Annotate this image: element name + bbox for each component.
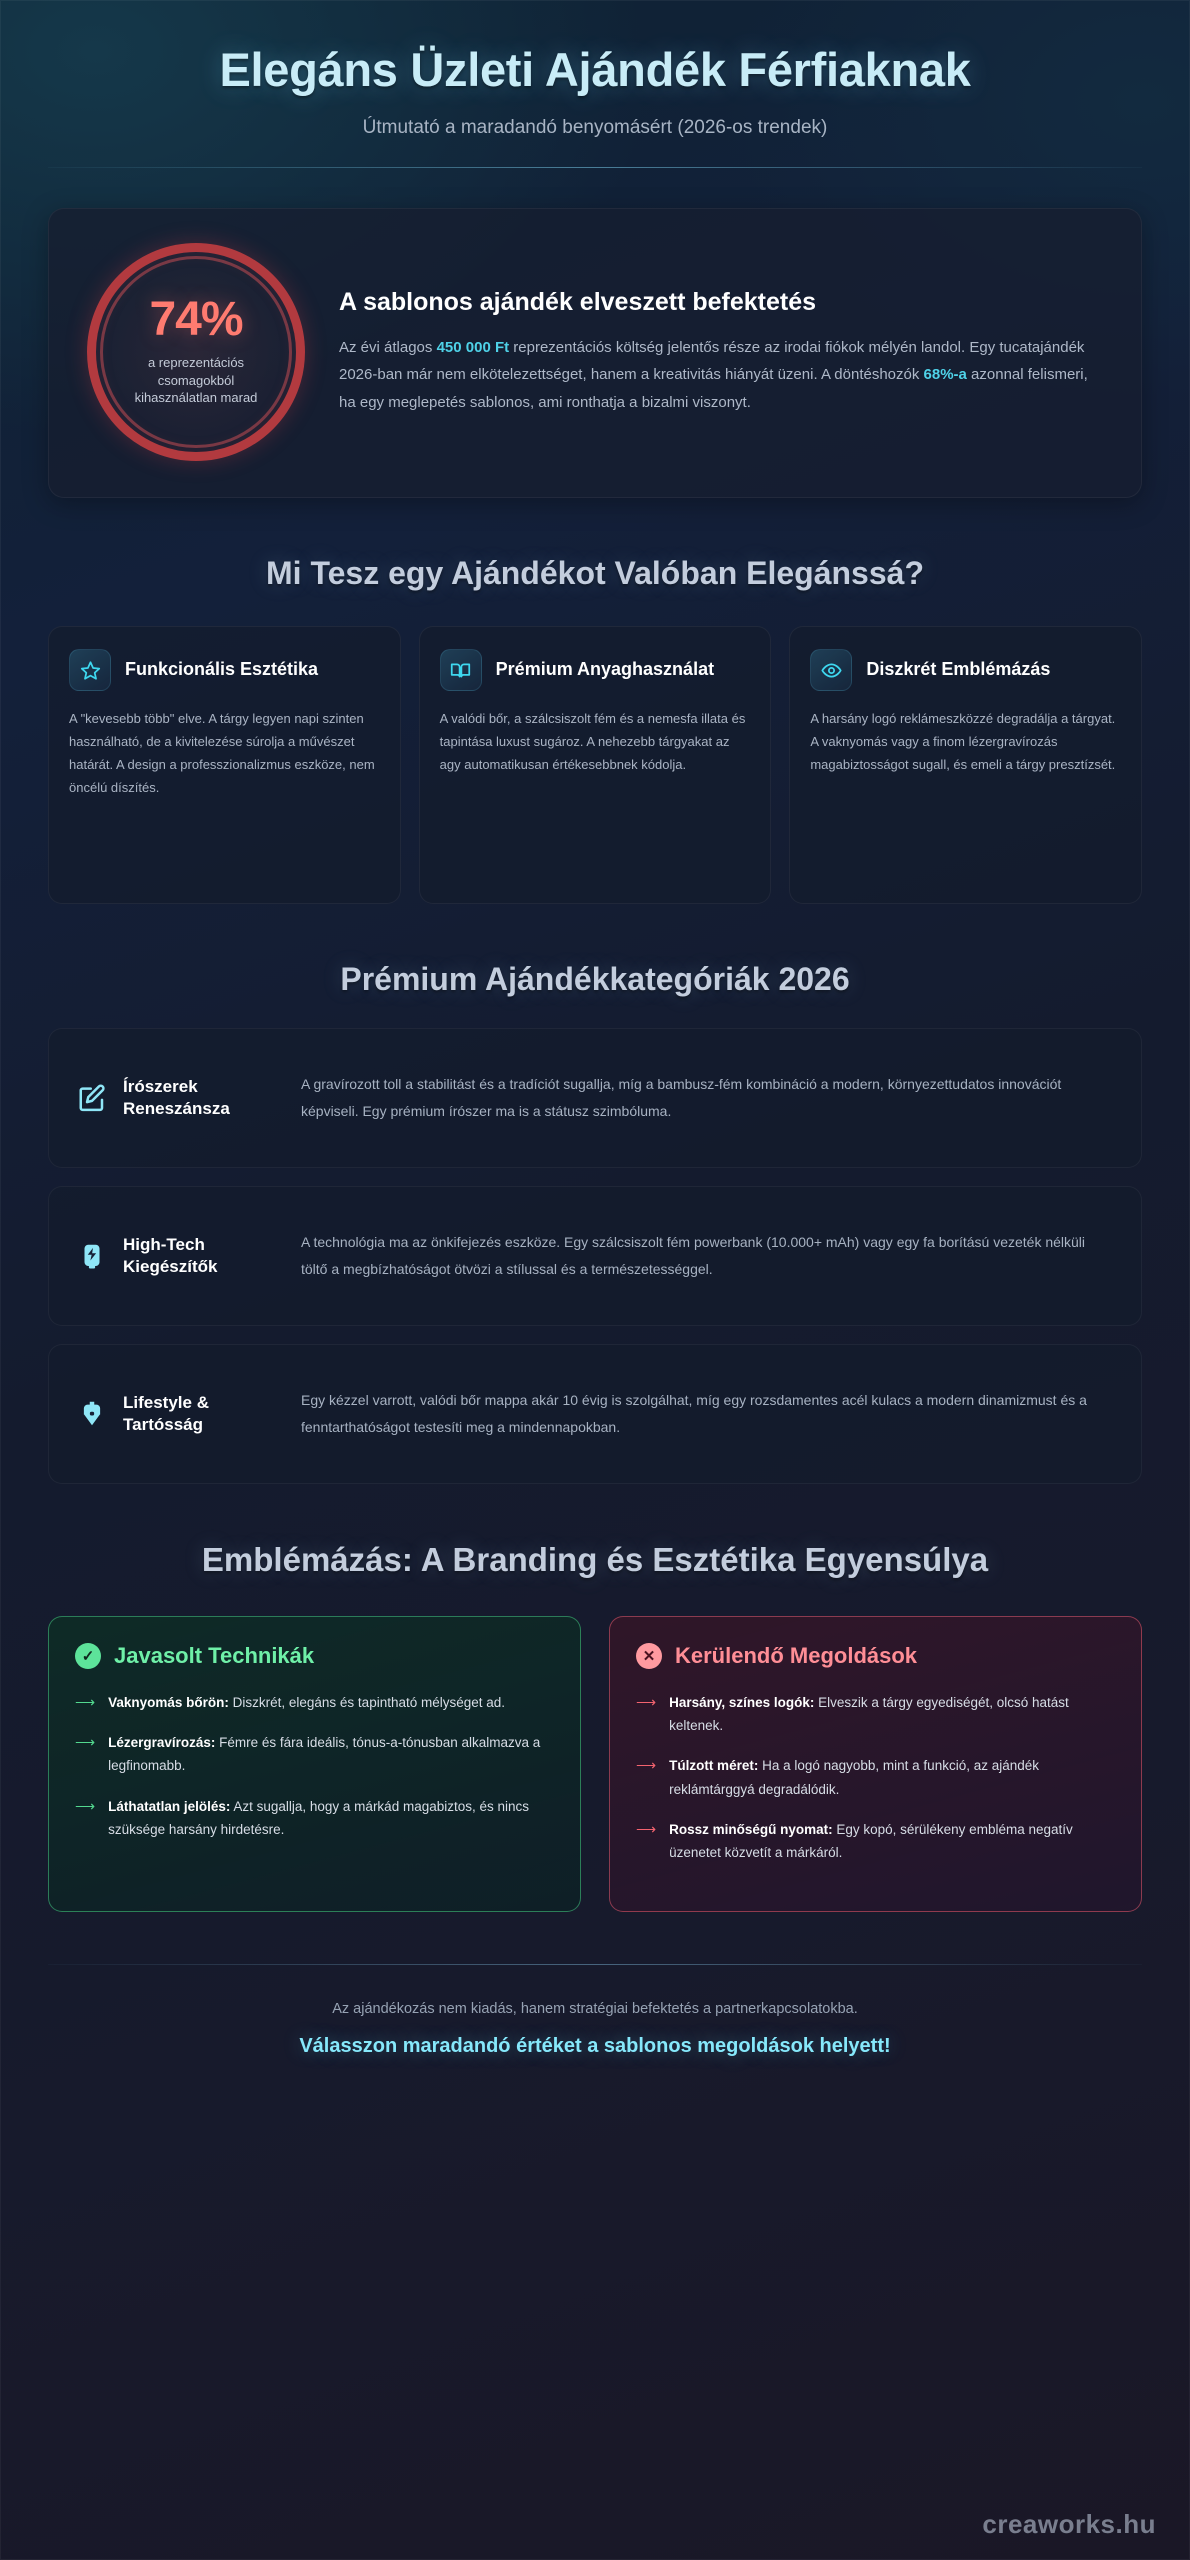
list-item-label: Vaknyomás bőrön: bbox=[108, 1695, 229, 1710]
elegance-card bbox=[789, 626, 1142, 904]
list-item-label: Harsány, színes logók: bbox=[669, 1695, 815, 1710]
section-heading-elegance: Mi Tesz egy Ajándékot Valóban Elegánssá? bbox=[266, 554, 924, 591]
category-left bbox=[77, 1234, 277, 1278]
list-item-text bbox=[108, 1691, 505, 1714]
card-text: A "kevesebb több" elve. A tárgy legyen napi szinten használható, de a kivitelezése súrolja a művészet határát. A design a professzionalizmus eszköze, nem öncélú díszítés. bbox=[69, 711, 375, 796]
eye-icon bbox=[810, 649, 852, 691]
footer bbox=[0, 1965, 1190, 2058]
list-item-label: Túlzott méret: bbox=[669, 1758, 759, 1774]
check-circle-icon: ✓ bbox=[75, 1643, 101, 1669]
stat-paragraph bbox=[339, 334, 1103, 416]
section-heading-categories: Prémium Ajándékkategóriák 2026 bbox=[340, 961, 850, 998]
stat-body bbox=[339, 287, 1103, 415]
list-item-body: Azt sugallja, hogy a márkád magabiztos, és nincs szüksége harsány hirdetésre. bbox=[108, 1798, 530, 1837]
good-bad-container bbox=[48, 1616, 1142, 1912]
elegance-card bbox=[419, 626, 772, 904]
card-title: Prémium Anyaghasználat bbox=[495, 659, 715, 680]
list-item-text bbox=[669, 1818, 1115, 1864]
list-item-text bbox=[108, 1731, 554, 1777]
avoid-solutions-box bbox=[609, 1616, 1142, 1912]
x-circle-icon: ✕ bbox=[636, 1643, 662, 1669]
backpack-icon bbox=[77, 1399, 107, 1429]
brand-watermark: creaworks.hu bbox=[982, 2509, 1156, 2539]
list-item bbox=[75, 1795, 554, 1841]
battery-icon bbox=[77, 1241, 107, 1271]
category-description: A technológia ma az önkifejezés eszköze. Egy szálcsiszolt fém powerbank (10.000+ mAh) vagy egy fa borítású vezeték nélküli töltő a megbízhatóságot ötvözi a stílussal és a természetességgel. bbox=[301, 1234, 1086, 1278]
list-item-label: Lézergravírozás: bbox=[108, 1735, 216, 1751]
category-row bbox=[48, 1344, 1142, 1484]
list-item-text bbox=[108, 1795, 554, 1841]
footer-line-1: Az ajándékozás nem kiadás, hanem stratégiai befektetés a partnerkapcsolatokba. bbox=[332, 2001, 858, 2018]
arrow-right-icon: ⟶ bbox=[636, 1694, 657, 1710]
category-name: High-Tech Kiegészítők bbox=[123, 1235, 218, 1277]
card-title: Diszkrét Emblémázás bbox=[866, 659, 1051, 680]
box-title: Javasolt Technikák bbox=[114, 1643, 315, 1668]
card-title: Funkcionális Esztétika bbox=[125, 659, 319, 680]
list-item bbox=[636, 1691, 1115, 1737]
box-header bbox=[75, 1643, 554, 1669]
stat-donut bbox=[87, 243, 305, 461]
category-row bbox=[48, 1186, 1142, 1326]
pen-square-icon bbox=[77, 1083, 107, 1113]
elegance-card bbox=[48, 626, 401, 904]
list-item bbox=[636, 1818, 1115, 1864]
stat-title: A sablonos ajándék elveszett befektetés bbox=[339, 288, 817, 317]
arrow-right-icon: ⟶ bbox=[75, 1694, 96, 1710]
list-item bbox=[75, 1691, 554, 1714]
box-title: Kerülendő Megoldások bbox=[675, 1643, 918, 1668]
category-description: A gravírozott toll a stabilitást és a tradíciót sugallja, míg a bambusz-fém kombináció a modern, környezettudatos innovációt képviseli. Egy prémium írószer ma is a státusz szimbóluma. bbox=[301, 1076, 1062, 1120]
list-item-text bbox=[669, 1754, 1115, 1800]
list-item-body: Elveszik a tárgy egyediségét, olcsó hatást keltenek. bbox=[669, 1695, 1069, 1734]
stat-text-3: azonnal felismeri, ha egy meglepetés sablonos, ami ronthatja a bizalmi viszonyt. bbox=[339, 366, 1088, 411]
section-heading-branding: Emblémázás: A Branding és Esztétika Egyensúlya bbox=[201, 1541, 989, 1579]
box-header bbox=[636, 1643, 1115, 1669]
list-item bbox=[75, 1731, 554, 1777]
category-description: Egy kézzel varrott, valódi bőr mappa akár 10 évig is szolgálhat, míg egy rozsdamentes acél kulacs a modern dinamizmust és a fenntarthatóságot testesíti meg a mindennapokban. bbox=[301, 1392, 1087, 1436]
arrow-right-icon: ⟶ bbox=[636, 1757, 657, 1774]
arrow-right-icon: ⟶ bbox=[75, 1734, 96, 1751]
list-item-body: Diszkrét, elegáns és tapintható mélységet ad. bbox=[228, 1695, 506, 1710]
stat-caption: a reprezentációs csomagokból kihasználatlan marad bbox=[134, 355, 258, 406]
page-title: Elegáns Üzleti Ajándék Férfiaknak bbox=[219, 43, 971, 96]
list-item-label: Rossz minőségű nyomat: bbox=[669, 1821, 833, 1837]
list-item-body: Egy kopó, sérülékeny embléma negatív üzenetet közvetít a márkáról. bbox=[669, 1821, 1073, 1861]
arrow-right-icon: ⟶ bbox=[75, 1797, 96, 1814]
arrow-right-icon: ⟶ bbox=[636, 1820, 657, 1837]
footer-line-2: Válasszon maradandó értéket a sablonos megoldások helyett! bbox=[299, 2035, 891, 2058]
stat-value: 74% bbox=[149, 293, 243, 347]
page-subtitle: Útmutató a maradandó benyomásért (2026-os trendek) bbox=[362, 116, 828, 138]
star-icon bbox=[69, 649, 111, 691]
list-item bbox=[636, 1754, 1115, 1800]
list-item-text bbox=[669, 1691, 1115, 1737]
stat-text-2: reprezentációs költség jelentős része az irodai fiókok mélyén landol. Egy tucatajándék 2026-ban már nem elkötelezettséget, hanem a kreativitás hiányát üzeni. A döntéshozók bbox=[339, 338, 1085, 384]
stat-panel bbox=[48, 208, 1142, 498]
stat-highlight-percent: 68%-a bbox=[923, 366, 967, 384]
card-text: A valódi bőr, a szálcsiszolt fém és a nemesfa illata és tapintása luxust sugároz. A nehezebb tárgyakat az agy automatikusan értékesebbnek kódolja. bbox=[439, 711, 746, 773]
recommended-techniques-box bbox=[48, 1616, 581, 1912]
category-left bbox=[77, 1076, 277, 1120]
list-item-body: Ha a logó nagyobb, mint a funkció, az ajándék reklámtárggyá degradálódik. bbox=[669, 1758, 1040, 1797]
book-icon bbox=[440, 649, 482, 691]
list-item-body: Fémre és fára ideális, tónus-a-tónusban alkalmazva a legfinomabb. bbox=[108, 1735, 541, 1774]
category-left bbox=[77, 1392, 277, 1436]
card-header bbox=[440, 649, 751, 691]
list-item-label: Láthatatlan jelölés: bbox=[108, 1798, 231, 1814]
card-text: A harsány logó reklámeszközzé degradálja a tárgyat. A vaknyomás vagy a finom lézergravírozás magabiztosságot sugall, és emeli a tárgy presztízsét. bbox=[810, 711, 1116, 773]
card-header bbox=[810, 649, 1121, 691]
category-name: Írószerek Reneszánsza bbox=[123, 1077, 230, 1119]
header-divider bbox=[48, 167, 1142, 168]
category-list bbox=[48, 1028, 1142, 1484]
stat-text-1: Az évi átlagos bbox=[339, 338, 437, 356]
stat-highlight-cost: 450 000 Ft bbox=[436, 338, 510, 356]
category-row bbox=[48, 1028, 1142, 1168]
header bbox=[48, 0, 1142, 168]
card-header bbox=[69, 649, 380, 691]
elegance-card-list bbox=[48, 626, 1142, 904]
category-name: Lifestyle & Tartósság bbox=[123, 1393, 209, 1435]
